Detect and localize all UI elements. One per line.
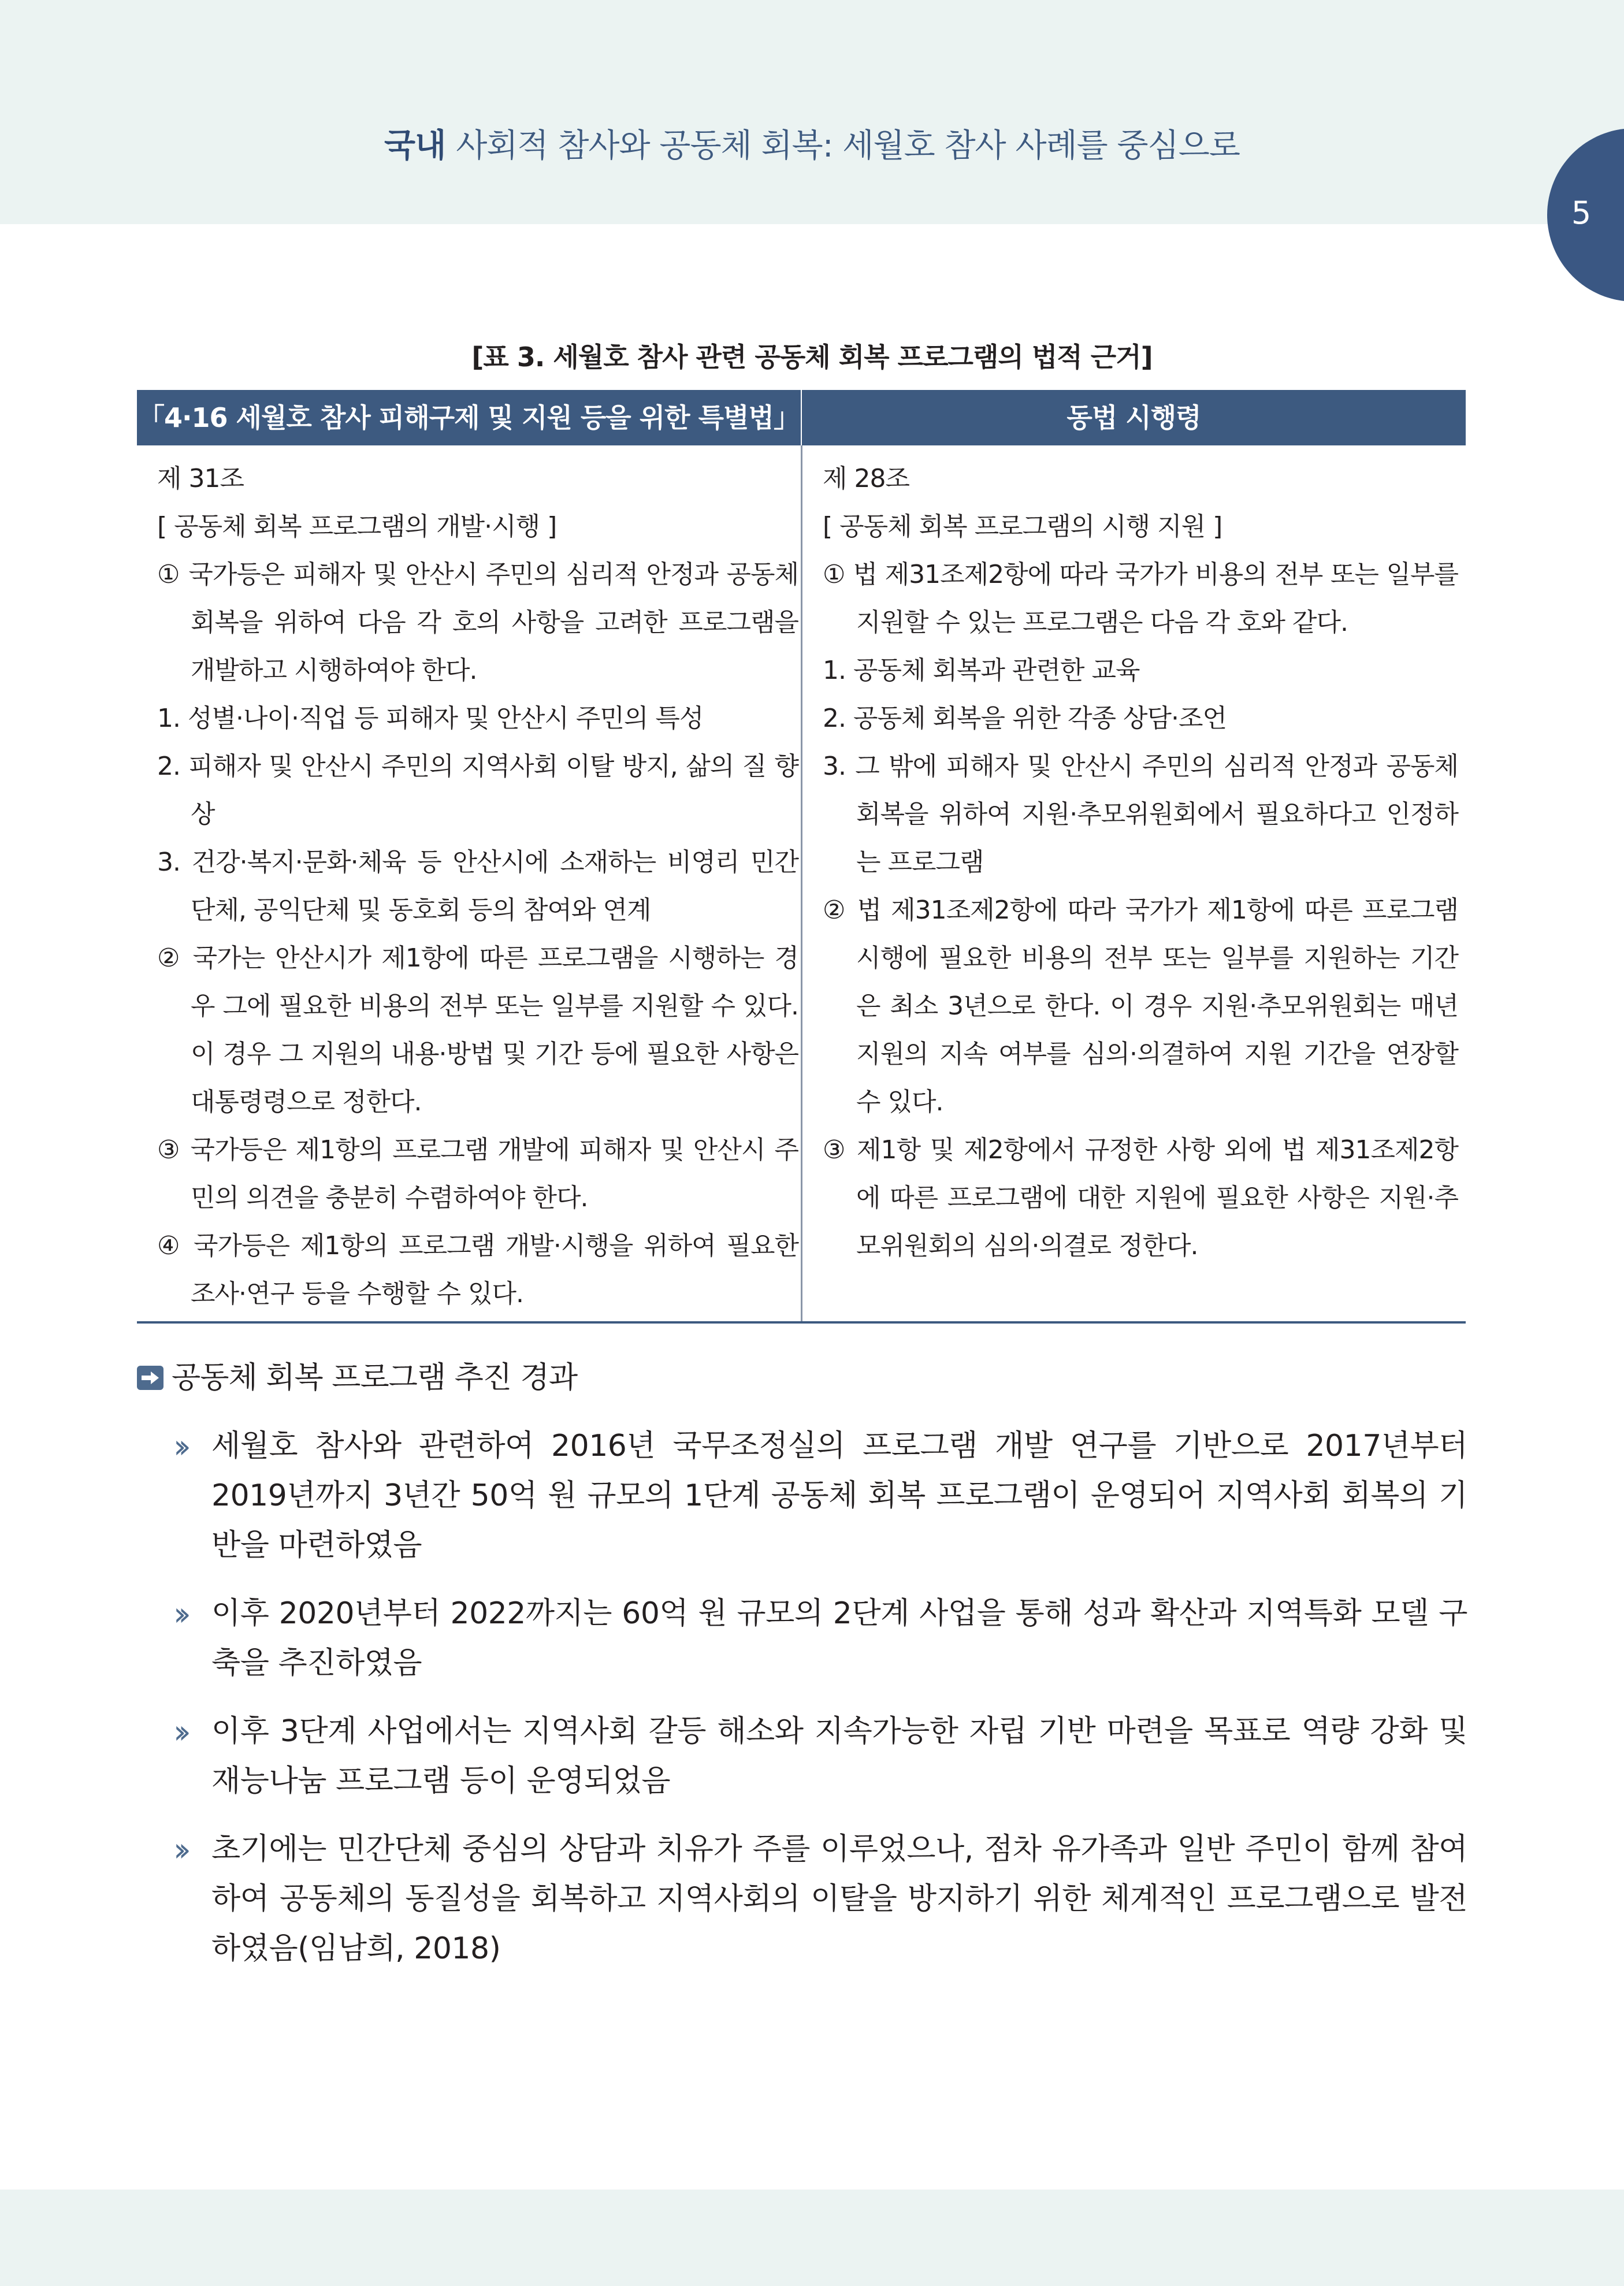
bullet-text: 이후 2020년부터 2022까지는 60억 원 규모의 2단계 사업을 통해 성과 확산과 지역특화 모델 구축을 추진하였음 (211, 1596, 1467, 1681)
left-subtitle: [ 공동체 회복 프로그램의 개발·시행 ] (157, 512, 557, 541)
table-caption: [표 3. 세월호 참사 관련 공동체 회복 프로그램의 법적 근거] (471, 341, 1153, 373)
left-item: ② 국가는 안산시가 제1항에 따른 프로그램을 시행하는 경우 그에 필요한 비용의 전부 또는 일부를 지원할 수 있다. 이 경우 그 지원의 내용·방법 및 기간 등에 필요한 사항은 대통령령으로 정한다. (157, 943, 798, 1117)
list-item (173, 1707, 1467, 1806)
table-header-left: 「4·16 세월호 참사 피해구제 및 지원 등을 위한 특별법」 (138, 402, 800, 433)
double-chevron-icon: ›› (173, 1831, 183, 1869)
right-item: 3. 그 밖에 피해자 및 안산시 주민의 심리적 안정과 공동체 회복을 위하여 지원·추모위원회에서 필요하다고 인정하는 프로그램 (823, 752, 1458, 877)
list-item (173, 1824, 1467, 1973)
footer-band (0, 2190, 1624, 2286)
header-title: 사회적 참사와 공동체 회복: 세월호 참사 사례를 중심으로 (456, 127, 1240, 165)
bullet-list (173, 1421, 1467, 1992)
arrow-right-icon (137, 1366, 163, 1390)
header-band (0, 0, 1624, 224)
double-chevron-icon: ›› (173, 1596, 183, 1633)
right-subtitle: [ 공동체 회복 프로그램의 시행 지원 ] (823, 512, 1222, 541)
header-tag: 국내 (384, 127, 446, 165)
left-item: 1. 성별·나이·직업 등 피해자 및 안산시 주민의 특성 (157, 704, 704, 733)
column-divider (801, 445, 802, 1321)
page-number: 5 (1571, 195, 1592, 231)
right-item: ② 법 제31조제2항에 따라 국가가 제1항에 따른 프로그램 시행에 필요한 비용의 전부 또는 일부를 지원하는 기간은 최소 3년으로 한다. 이 경우 지원·추모위원회는 매년 지원의 지속 여부를 심의·의결하여 지원 기간을 연장할 수 있다. (823, 895, 1458, 1117)
running-header (0, 120, 1624, 166)
table-cell-right (823, 455, 1458, 1270)
bullet-text: 초기에는 민간단체 중심의 상담과 치유가 주를 이루었으나, 점차 유가족과 일반 주민이 함께 참여하여 공동체의 동질성을 회복하고 지역사회의 이탈을 방지하기 위한 체계적인 프로그램으로 발전하였음(임남희, 2018) (211, 1832, 1467, 1966)
left-item: ④ 국가등은 제1항의 프로그램 개발·시행을 위하여 필요한 조사·연구 등을 수행할 수 있다. (157, 1231, 798, 1309)
table-header-right: 동법 시행령 (1066, 402, 1201, 433)
section-heading (137, 1355, 577, 1401)
bullet-text: 세월호 참사와 관련하여 2016년 국무조정실의 프로그램 개발 연구를 기반으로 2017년부터 2019년까지 3년간 50억 원 규모의 1단계 공동체 회복 프로그램이 운영되어 지역사회 회복의 기반을 마련하였음 (211, 1429, 1467, 1563)
right-article: 제 28조 (823, 464, 909, 493)
list-item (173, 1589, 1467, 1688)
right-item: 1. 공동체 회복과 관련한 교육 (823, 656, 1140, 685)
legal-basis-table (137, 390, 1466, 1324)
section-heading-text: 공동체 회복 프로그램 추진 경과 (172, 1361, 578, 1395)
left-item: 3. 건강·복지·문화·체육 등 안산시에 소재하는 비영리 민간단체, 공익단체 및 동호회 등의 참여와 연계 (157, 848, 798, 925)
table-header-row (137, 390, 1466, 445)
double-chevron-icon: ›› (173, 1428, 183, 1466)
left-item: ① 국가등은 피해자 및 안산시 주민의 심리적 안정과 공동체 회복을 위하여 다음 각 호의 사항을 고려한 프로그램을 개발하고 시행하여야 한다. (157, 560, 798, 685)
double-chevron-icon: ›› (173, 1713, 183, 1751)
right-item: 2. 공동체 회복을 위한 각종 상담·조언 (823, 704, 1227, 733)
left-item: 2. 피해자 및 안산시 주민의 지역사회 이탈 방지, 삶의 질 향상 (157, 752, 798, 829)
left-article: 제 31조 (157, 464, 244, 493)
bullet-text: 이후 3단계 사업에서는 지역사회 갈등 해소와 지속가능한 자립 기반 마련을 목표로 역량 강화 및 재능나눔 프로그램 등이 운영되었음 (211, 1714, 1467, 1798)
right-item: ① 법 제31조제2항에 따라 국가가 비용의 전부 또는 일부를 지원할 수 있는 프로그램은 다음 각 호와 같다. (823, 560, 1458, 637)
list-item (173, 1421, 1467, 1570)
left-item: ③ 국가등은 제1항의 프로그램 개발에 피해자 및 안산시 주민의 의견을 충분히 수렴하여야 한다. (157, 1135, 798, 1213)
table-cell-left (157, 455, 798, 1318)
right-item: ③ 제1항 및 제2항에서 규정한 사항 외에 법 제31조제2항에 따른 프로그램에 대한 지원에 필요한 사항은 지원·추모위원회의 심의·의결로 정한다. (823, 1135, 1458, 1261)
